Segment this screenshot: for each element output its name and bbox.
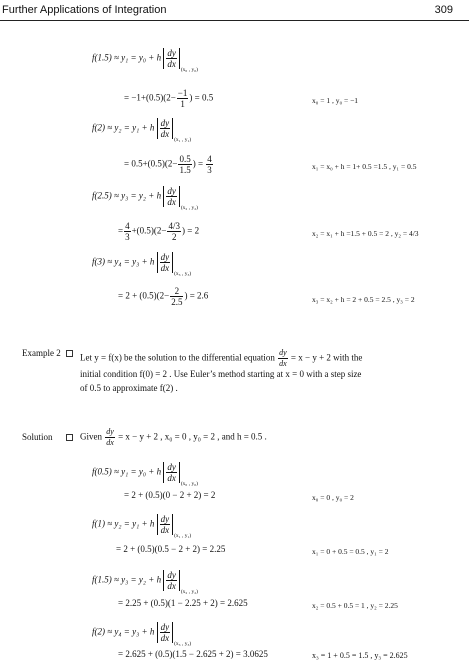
solution-step2-note: x₁ = 0 + 0.5 = 0.5 , y₁ = 2 [312, 547, 389, 556]
part1-step1-formula: f(1.5) ≈ y₁ = y₀ + h $\frac{dy}{dx}$ $_{(x_0 , y_0)}$ [92, 48, 198, 73]
example-line3: of 0.5 to approximate f(2) . [80, 383, 178, 393]
part1-step2-note: x₁ = x₀ + h = 1+ 0.5 =1.5 , y₁ = 0.5 [312, 162, 417, 171]
solution-given: Given $\frac{dy}{dx}$ = x − y + 2 , x₀ = 0 , y₀ = 2 , and h = 0.5 . [80, 427, 267, 447]
solution-step4-calc: = 2.625 + (0.5)(1.5 − 2.625 + 2) = 3.0625 [118, 649, 268, 659]
running-title: Further Applications of Integration [2, 4, 167, 16]
solution-step3-note: x₂ = 0.5 + 0.5 = 1 , y₂ = 2.25 [312, 601, 398, 610]
part1-step3-note: x₂ = x₁ + h =1.5 + 0.5 = 2 , y₂ = 4/3 [312, 229, 419, 238]
example-bullet-box [66, 350, 73, 357]
part1-step2-formula: f(2) ≈ y₂ = y₁ + h $\frac{dy}{dx}$ $_{(x_1 , y_1)}$ [92, 118, 192, 143]
solution-label: Solution [22, 432, 53, 442]
example-line2: initial condition f(0) = 2 . Use Euler’s method starting at x = 0 with a step size [80, 369, 362, 379]
solution-step3-formula: f(1.5) ≈ y₃ = y₂ + h $\frac{dy}{dx}$ $_{(x_2 , y_2)}$ [92, 570, 198, 595]
solution-bullet-box [66, 434, 73, 441]
part1-step4-note: x₃ = x₂ + h = 2 + 0.5 = 2.5 , y₃ = 2 [312, 295, 415, 304]
part1-step4-formula: f(3) ≈ y₄ = y₃ + h $\frac{dy}{dx}$ $_{(x_3 , y_3)}$ [92, 252, 192, 277]
solution-step2-formula: f(1) ≈ y₂ = y₁ + h $\frac{dy}{dx}$ $_{(x_1 , y_1)}$ [92, 514, 192, 539]
part1-step3-formula: f(2.5) ≈ y₃ = y₂ + h $\frac{dy}{dx}$ $_{(x_2 , y_2)}$ [92, 186, 198, 211]
solution-step2-calc: = 2 + (0.5)(0.5 − 2 + 2) = 2.25 [116, 544, 226, 554]
part1-step1-calc: = −1+(0.5)(2− $\frac{-1}{1}$ ) = 0.5 [124, 88, 214, 109]
part1-step2-calc: = 0.5+(0.5)(2− $\frac{0.5}{1.5}$ ) = $\frac{4}{3}$ [124, 154, 212, 175]
page-number: 309 [434, 4, 453, 16]
part1-step4-calc: = 2 + (0.5)(2− $\frac{2}{2.5}$ ) = 2.6 [118, 286, 209, 307]
part1-step3-calc: = $\frac{4}{3}$ +(0.5)(2− $\frac{4/3}{2}$ ) = 2 [118, 221, 200, 242]
example-label: Example 2 [22, 348, 61, 358]
solution-step1-formula: f(0.5) ≈ y₁ = y₀ + h $\frac{dy}{dx}$ $_{(x_0 , y_0)}$ [92, 462, 198, 487]
solution-step4-note: x₃ = 1 + 0.5 = 1.5 , y₃ = 2.625 [312, 651, 408, 660]
solution-step1-note: x₀ = 0 , y₀ = 2 [312, 493, 354, 502]
solution-step4-formula: f(2) ≈ y₄ = y₃ + h $\frac{dy}{dx}$ $_{(x_3 , y_3)}$ [92, 622, 192, 647]
page-header [0, 0, 469, 22]
solution-step3-calc: = 2.25 + (0.5)(1 − 2.25 + 2) = 2.625 [118, 598, 248, 608]
example-line1: Let y = f(x) be the solution to the differential equation $\frac{dy}{dx}$ = x − y + 2 with the [80, 348, 363, 368]
solution-step1-calc: = 2 + (0.5)(0 − 2 + 2) = 2 [124, 490, 216, 500]
part1-step1-note: x₀ = 1 , y₀ = −1 [312, 96, 359, 105]
header-rule [0, 20, 469, 21]
